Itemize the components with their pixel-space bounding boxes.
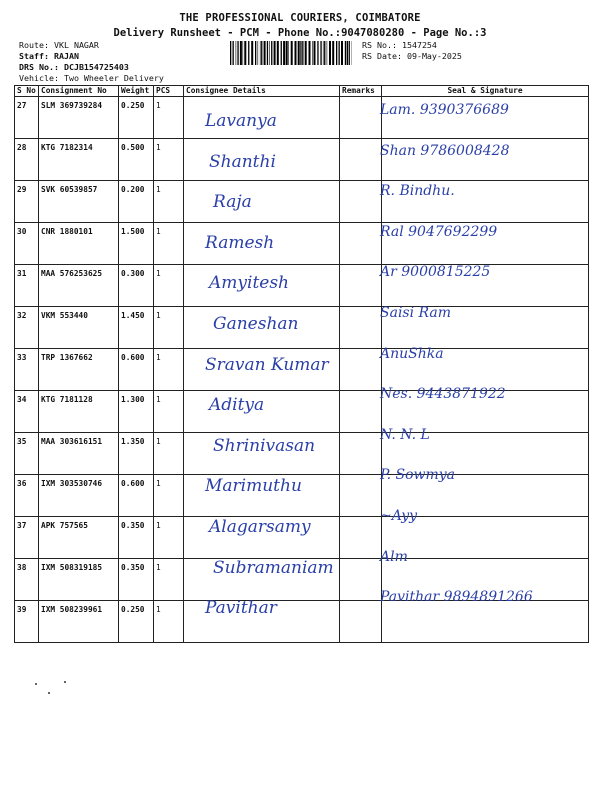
barcode-bar (317, 41, 318, 65)
pcs-cell: 1 (154, 517, 184, 559)
pcs-cell: 1 (154, 559, 184, 601)
remarks-cell (340, 349, 382, 391)
barcode-bar (255, 41, 256, 65)
consignee-signature: Ganeshan (213, 314, 299, 334)
barcode-bar (258, 41, 259, 65)
weight-cell: 0.200 (119, 181, 154, 223)
barcode-bar (339, 41, 340, 65)
barcode-bar (323, 41, 324, 65)
barcode-bar (288, 41, 289, 65)
barcode-bar (240, 41, 242, 65)
weight-cell: 0.600 (119, 475, 154, 517)
barcode-bar (236, 41, 237, 65)
weight-cell: 1.500 (119, 223, 154, 265)
seal-signature: R. Bindhu. (380, 183, 455, 200)
table-row (15, 223, 589, 265)
seal-signature: Nes. 9443871922 (380, 386, 506, 403)
consignee-signature: Raja (213, 192, 252, 213)
sno-cell: 28 (15, 139, 39, 181)
consignment-cell: IXM 303530746 (39, 475, 119, 517)
remarks-cell (340, 223, 382, 265)
stray-mark (35, 683, 37, 685)
barcode-bar (345, 41, 346, 65)
remarks-cell (340, 391, 382, 433)
remarks-cell (340, 517, 382, 559)
seal-signature: AnuShka (380, 345, 444, 362)
col-remarks-header: Remarks (340, 86, 382, 97)
seal-signature: Ral 9047692299 (380, 223, 498, 240)
consignee-signature: Aditya (209, 395, 265, 416)
barcode-bar (309, 41, 311, 65)
barcode-bar (271, 41, 272, 65)
barcode-bar (320, 41, 321, 65)
barcode-bar (347, 41, 348, 65)
barcode-bar (314, 41, 316, 65)
rs-no-label: RS No.: 1547254 (362, 40, 437, 50)
pcs-cell: 1 (154, 601, 184, 643)
remarks-cell (340, 559, 382, 601)
barcode-bar (261, 41, 262, 65)
seal-signature: Ar 9000815225 (380, 264, 491, 281)
barcode-bar (305, 41, 307, 65)
pcs-cell: 1 (154, 97, 184, 139)
barcode-bar (295, 41, 297, 65)
remarks-cell (340, 475, 382, 517)
barcode-bar (329, 41, 331, 65)
seal-signature: Lam. 9390376689 (380, 102, 509, 118)
left-meta-block (19, 40, 129, 73)
consignment-cell: KTG 7182314 (39, 139, 119, 181)
weight-cell: 0.300 (119, 265, 154, 307)
weight-cell: 0.350 (119, 517, 154, 559)
route-label: Route: VKL NAGAR (19, 40, 99, 50)
barcode-bar (336, 41, 337, 65)
consignee-signature: Marimuthu (205, 476, 302, 497)
pcs-cell: 1 (154, 475, 184, 517)
pcs-cell: 1 (154, 391, 184, 433)
weight-cell: 0.600 (119, 349, 154, 391)
sno-cell: 33 (15, 349, 39, 391)
col-consignee-header: Consignee Details (184, 86, 340, 97)
pcs-cell: 1 (154, 139, 184, 181)
seal-cell (382, 601, 589, 643)
consignee-signature: Sravan Kumar (205, 354, 329, 375)
barcode-bar (251, 41, 253, 65)
barcode-bar (264, 41, 266, 65)
barcode-bar (324, 41, 325, 65)
barcode-bar (332, 41, 334, 65)
consignee-signature: Lavanya (205, 111, 277, 131)
barcode-bar (260, 41, 261, 65)
weight-cell: 1.350 (119, 433, 154, 475)
barcode-bar (312, 41, 313, 65)
staff-label: Staff: RAJAN (19, 51, 79, 61)
table-row (15, 601, 589, 643)
col-weight-header: Weight (119, 86, 154, 97)
consignment-cell: IXM 508319185 (39, 559, 119, 601)
barcode-bar (237, 41, 238, 65)
barcode-bar (230, 41, 231, 65)
weight-cell: 0.350 (119, 559, 154, 601)
sno-cell: 36 (15, 475, 39, 517)
pcs-cell: 1 (154, 307, 184, 349)
consignment-cell: SVK 60539857 (39, 181, 119, 223)
sno-cell: 35 (15, 433, 39, 475)
weight-cell: 0.250 (119, 601, 154, 643)
sno-cell: 37 (15, 517, 39, 559)
weight-cell: 1.450 (119, 307, 154, 349)
barcode-bar (327, 41, 328, 65)
barcode-bar (244, 41, 246, 65)
consignment-cell: KTG 7181128 (39, 391, 119, 433)
consignee-signature: Subramaniam (213, 557, 334, 578)
consignee-signature: Ramesh (205, 232, 275, 253)
barcode-bar (243, 41, 244, 65)
rs-date-label: RS Date: 09-May-2025 (362, 51, 462, 61)
page-subtitle: Delivery Runsheet - PCM - Phone No.:9047080280 - Page No.:3 (113, 27, 487, 39)
consignee-signature: Amyitesh (209, 273, 290, 294)
stray-mark (64, 681, 66, 683)
seal-signature: Saisi Ram (380, 305, 452, 321)
sno-cell: 30 (15, 223, 39, 265)
consignment-cell: SLM 369739284 (39, 97, 119, 139)
consignee-cell (184, 181, 340, 223)
barcode-bar (298, 41, 300, 65)
pcs-cell: 1 (154, 265, 184, 307)
barcode-bar (283, 41, 285, 65)
seal-signature: P. Sowmya (380, 467, 456, 484)
pcs-cell: 1 (154, 181, 184, 223)
barcode-bar (269, 41, 270, 65)
barcode-bar (302, 41, 303, 65)
seal-signature: Shan 9786008428 (380, 142, 510, 159)
pcs-cell: 1 (154, 349, 184, 391)
col-seal-header: Seal & Signature (382, 86, 589, 97)
remarks-cell (340, 433, 382, 475)
sno-cell: 27 (15, 97, 39, 139)
weight-cell: 1.300 (119, 391, 154, 433)
seal-signature: N. N. L (380, 426, 430, 443)
barcode-bar (233, 41, 234, 65)
table-row (15, 307, 589, 349)
sno-cell: 31 (15, 265, 39, 307)
consignment-cell: CNR 1880101 (39, 223, 119, 265)
barcode-bar (248, 41, 249, 65)
seal-signature: Alm (380, 548, 408, 565)
pcs-cell: 1 (154, 433, 184, 475)
barcode-bar (286, 41, 288, 65)
barcode-bar (291, 41, 293, 65)
remarks-cell (340, 265, 382, 307)
consignment-cell: VKM 553440 (39, 307, 119, 349)
consignee-signature: Alagarsamy (209, 517, 311, 537)
sno-cell: 29 (15, 181, 39, 223)
vehicle-label: Vehicle: Two Wheeler Delivery (19, 73, 164, 83)
stray-mark (48, 692, 50, 694)
page-title: THE PROFESSIONAL COURIERS, COIMBATORE (179, 12, 421, 24)
consignment-cell: MAA 576253625 (39, 265, 119, 307)
drs-label: DRS No.: DCJB154725403 (19, 62, 129, 72)
right-meta-block (362, 40, 462, 62)
consignee-signature: Shanthi (209, 151, 276, 172)
sno-cell: 32 (15, 307, 39, 349)
consignment-cell: TRP 1367662 (39, 349, 119, 391)
sno-cell: 38 (15, 559, 39, 601)
barcode-image (230, 41, 352, 65)
remarks-cell (340, 139, 382, 181)
weight-cell: 0.500 (119, 139, 154, 181)
remarks-cell (340, 601, 382, 643)
consignment-cell: IXM 508239961 (39, 601, 119, 643)
barcode-bar (300, 41, 301, 65)
sno-cell: 39 (15, 601, 39, 643)
table-row (15, 265, 589, 307)
barcode-bar (341, 41, 343, 65)
weight-cell: 0.250 (119, 97, 154, 139)
seal-signature: ~Ayy (380, 508, 418, 524)
barcode-bar (274, 41, 276, 65)
table-header-row (15, 86, 589, 97)
remarks-cell (340, 307, 382, 349)
barcode-bar (277, 41, 279, 65)
barcode-bar (281, 41, 282, 65)
remarks-cell (340, 181, 382, 223)
consignment-cell: APK 757565 (39, 517, 119, 559)
consignment-cell: MAA 303616151 (39, 433, 119, 475)
col-sno-header: S No (15, 86, 39, 97)
col-consignment-header: Consignment No (39, 86, 119, 97)
remarks-cell (340, 97, 382, 139)
barcode-bar (349, 41, 350, 65)
barcode-bar (267, 41, 268, 65)
consignee-signature: Pavithar (205, 598, 277, 619)
consignee-signature: Shrinivasan (213, 435, 316, 456)
sno-cell: 34 (15, 391, 39, 433)
seal-signature: Pavithar 9894891266 (380, 589, 533, 606)
table-row (15, 181, 589, 223)
pcs-cell: 1 (154, 223, 184, 265)
col-pcs-header: PCS (154, 86, 184, 97)
